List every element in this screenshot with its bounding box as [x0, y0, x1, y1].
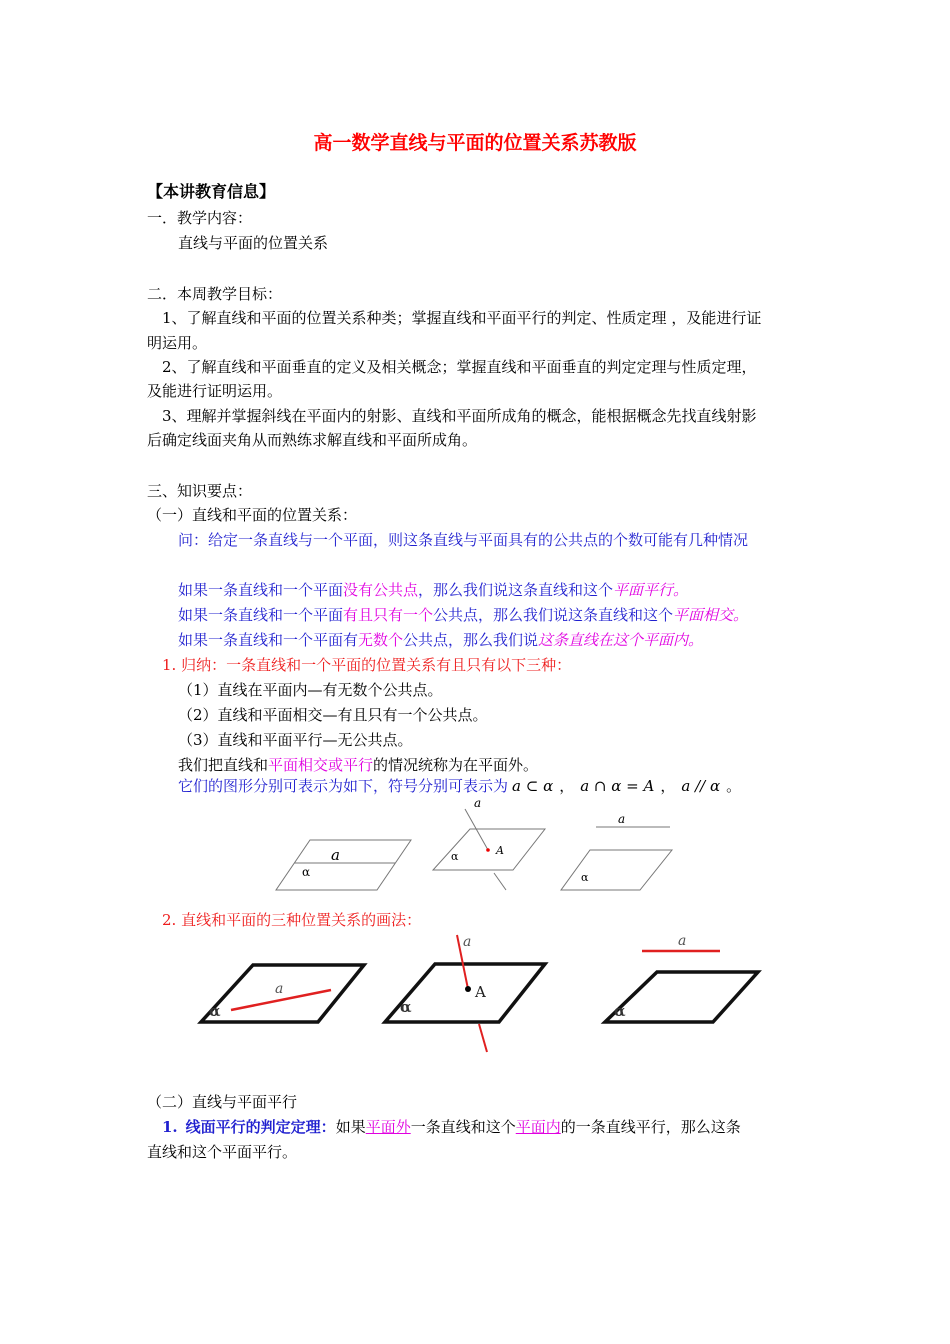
page-title: 高一数学直线与平面的位置关系苏教版: [313, 132, 637, 154]
symbol-separator-1: ，: [559, 777, 575, 795]
case-parallel: [178, 580, 688, 600]
theorem-number: 1.: [162, 1118, 178, 1136]
drawing2-point-label: A: [475, 983, 486, 1001]
drawing2-line-label: a: [463, 934, 472, 950]
goal-2-line-1: 2、了解直线和平面垂直的定义及相关概念；掌握直线和平面垂直的判定定理与性质定理，: [162, 358, 757, 376]
symbol-parallel: a // α: [681, 777, 721, 795]
drawing-line-intersects-plane: [385, 935, 545, 1052]
theorem-line-1: [162, 1117, 741, 1137]
goal-1-line-1: 1、了解直线和平面的位置关系种类；掌握直线和平面平行的判定、性质定理 ，及能进行证: [162, 309, 762, 327]
outside-part-c: 的情况统称为在平面外。: [373, 756, 539, 774]
outside-plane-sentence: [178, 755, 538, 775]
case-intersect-part-c: 公共点，那么我们说这条直线和这个: [433, 606, 674, 624]
theorem-line-2: 直线和这个平面平行。: [147, 1143, 298, 1161]
case-in-plane-part-a: 如果一条直线和一个平面有: [178, 631, 359, 649]
goal-1-line-2: 明运用。: [147, 334, 208, 352]
case-parallel-part-d: 平面平行。: [613, 581, 689, 599]
theorem-part-e: 的一条直线平行，那么这条: [560, 1118, 741, 1136]
outside-part-b: 平面相交或平行: [268, 756, 374, 774]
fig3-plane-label: α: [581, 871, 589, 884]
subsection-1-heading: （一）直线和平面的位置关系：: [147, 506, 358, 524]
section-2-heading: 二．本周教学目标：: [147, 285, 283, 303]
relation-3: （3）直线和平面平行—无公共点。: [178, 731, 413, 749]
drawing3-plane-label: α: [614, 1002, 626, 1020]
theorem-part-c: 一条直线和这个: [410, 1118, 516, 1136]
relation-2: （2）直线和平面相交—有且只有一个公共点。: [178, 706, 488, 724]
drawing1-plane-label: α: [209, 1002, 221, 1020]
goal-2-line-2: 及能进行证明运用。: [147, 382, 283, 400]
fig3-line-label: a: [618, 812, 626, 826]
section-1-content: 直线与平面的位置关系: [178, 234, 329, 252]
goal-3-line-2: 后确定线面夹角从而熟练求解直线和平面所成角。: [147, 431, 478, 449]
symbol-intro: 它们的图形分别可表示为如下，符号分别可表示为: [178, 777, 509, 795]
subsection-2-heading: （二）直线与平面平行: [147, 1093, 298, 1111]
symbol-sentence: [178, 776, 741, 796]
drawing1-line-label: a: [275, 981, 284, 997]
case-parallel-part-a: 如果一条直线和一个平面: [178, 581, 344, 599]
theorem-name: 线面平行的判定定理：: [185, 1118, 336, 1136]
case-in-plane-part-c: 公共点，那么我们说: [403, 631, 539, 649]
case-in-plane: [178, 630, 703, 650]
case-in-plane-part-d: 这条直线在这个平面内。: [538, 631, 704, 649]
symbol-end: 。: [726, 777, 742, 795]
symbol-separator-2: ，: [660, 777, 676, 795]
section-3-heading: 三、知识要点：: [147, 482, 253, 500]
symbol-figures: [270, 795, 690, 895]
symbol-intersect: a ∩ α = A: [580, 777, 655, 795]
fig2-point-label: A: [496, 844, 504, 857]
case-in-plane-part-b: 无数个: [358, 631, 404, 649]
drawing-line-parallel-plane: [605, 951, 758, 1022]
outside-part-a: 我们把直线和: [178, 756, 269, 774]
case-intersect: [178, 605, 748, 625]
question-text: 问：给定一条直线与一个平面，则这条直线与平面具有的公共点的个数可能有几种情况: [178, 531, 749, 549]
case-intersect-part-d: 平面相交。: [673, 606, 749, 624]
fig1-plane-label: α: [302, 865, 311, 879]
theorem-in-plane: 平面内: [515, 1118, 561, 1136]
goal-3-line-1: 3、理解并掌握斜线在平面内的射影、直线和平面所成角的概念，能根据概念先找直线射影: [162, 407, 757, 425]
theorem-part-a: 如果: [335, 1118, 366, 1136]
figure-line-parallel-plane: [561, 827, 672, 890]
section-1-heading: 一．教学内容：: [147, 209, 253, 227]
case-parallel-part-b: 没有公共点: [343, 581, 419, 599]
case-intersect-part-b: 有且只有一个: [343, 606, 434, 624]
figure-line-intersects-plane: [433, 809, 545, 890]
case-parallel-part-c: ，那么我们说这条直线和这个: [418, 581, 614, 599]
figure-line-in-plane: [276, 840, 411, 890]
summary-line: 1. 归纳：一条直线和一个平面的位置关系有且只有以下三种：: [162, 656, 572, 674]
fig1-line-label: a: [331, 846, 340, 864]
drawing2-plane-label: α: [400, 998, 412, 1016]
drawing-method-title: 2. 直线和平面的三种位置关系的画法：: [162, 911, 422, 929]
fig2-plane-label: α: [451, 850, 459, 863]
case-intersect-part-a: 如果一条直线和一个平面: [178, 606, 344, 624]
fig2-line-label: a: [474, 796, 482, 810]
drawing3-line-label: a: [678, 933, 687, 949]
symbol-in-plane: a ⊂ α: [512, 777, 554, 795]
relation-1: （1）直线在平面内—有无数个公共点。: [178, 681, 443, 699]
info-header: 【本讲教育信息】: [147, 182, 276, 201]
theorem-outside-plane: 平面外: [365, 1118, 411, 1136]
